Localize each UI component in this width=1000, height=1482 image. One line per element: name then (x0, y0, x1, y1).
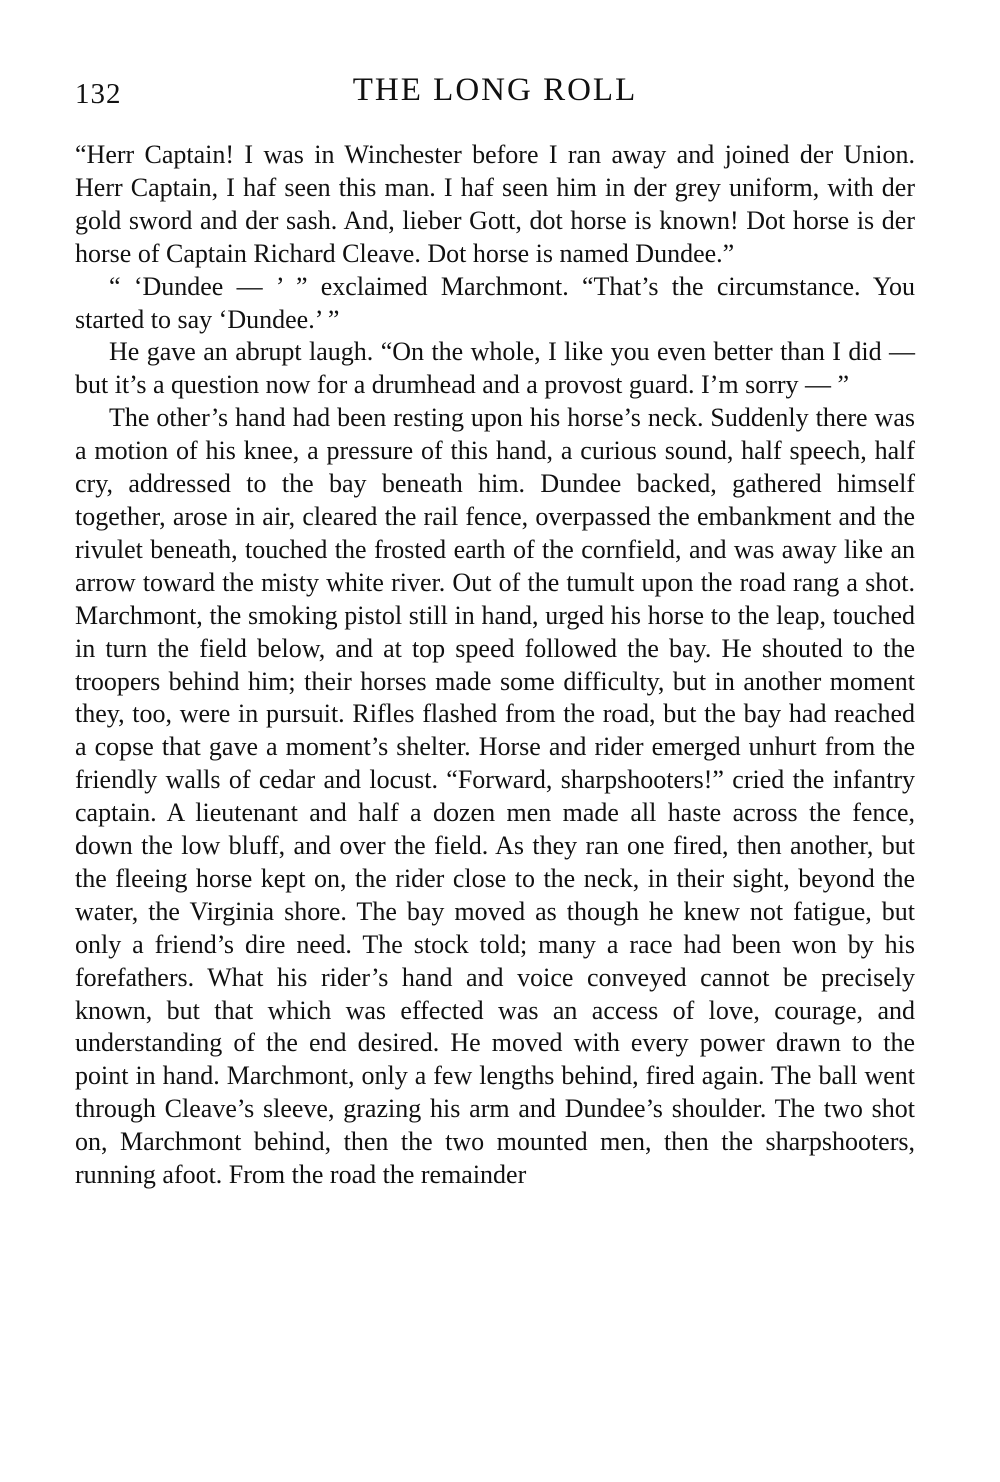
page-number: 132 (75, 78, 122, 110)
page-header (75, 72, 915, 112)
body-text (75, 139, 915, 1192)
running-title: THE LONG ROLL (352, 72, 638, 108)
paragraph: “ ‘Dundee — ’ ” exclaimed Marchmont. “That’s the circumstance. You started to say ‘Dundee.’ ” (75, 271, 915, 334)
paragraph: “Herr Captain! I was in Winchester before I ran away and joined der Union. Herr Captain, I haf seen this man. I haf seen him in der grey uniform, with der gold sword and der sash. And, lieber Gott, dot horse is known! Dot horse is der horse of Captain Richard Cleave. Dot horse is named Dundee.” (75, 140, 915, 268)
paragraph: He gave an abrupt laugh. “On the whole, I like you even better than I did — but it’s a question now for a drumhead and a provost guard. I’m sorry — ” (75, 337, 915, 400)
paragraph: The other’s hand had been resting upon his horse’s neck. Suddenly there was a motion of his knee, a pressure of this hand, a curious sound, half speech, half cry, addressed to the bay beneath him. Dundee backed, gathered himself together, arose in air, cleared the rail fence, overpassed the embankment and the rivulet beneath, touched the frosted earth of the cornfield, and was away like an arrow toward the misty white river. Out of the tumult upon the road rang a shot. Marchmont, the smoking pistol still in hand, urged his horse to the leap, touched in turn the field below, and at top speed followed the bay. He shouted to the troopers behind him; their horses made some difficulty, but in another moment they, too, were in pursuit. Rifles flashed from the road, but the bay had reached a copse that gave a moment’s shelter. Horse and rider emerged unhurt from the friendly walls of cedar and locust. “Forward, sharpshooters!” cried the infantry captain. A lieutenant and half a dozen men made all haste across the fence, down the low bluff, and over the field. As they ran one fired, then another, but the fleeing horse kept on, the rider close to the neck, in their sight, beyond the water, the Virginia shore. The bay moved as though he knew not fatigue, but only a friend’s dire need. The stock told; many a race had been won by his forefathers. What his rider’s hand and voice conveyed cannot be precisely known, but that which was effected was an access of love, courage, and understanding of the end desired. He moved with every power drawn to the point in hand. Marchmont, only a few lengths behind, fired again. The ball went through Cleave’s sleeve, grazing his arm and Dundee’s shoulder. The two shot on, Marchmont behind, then the two mounted men, then the sharpshooters, running afoot. From the road the remainder (75, 403, 915, 1190)
